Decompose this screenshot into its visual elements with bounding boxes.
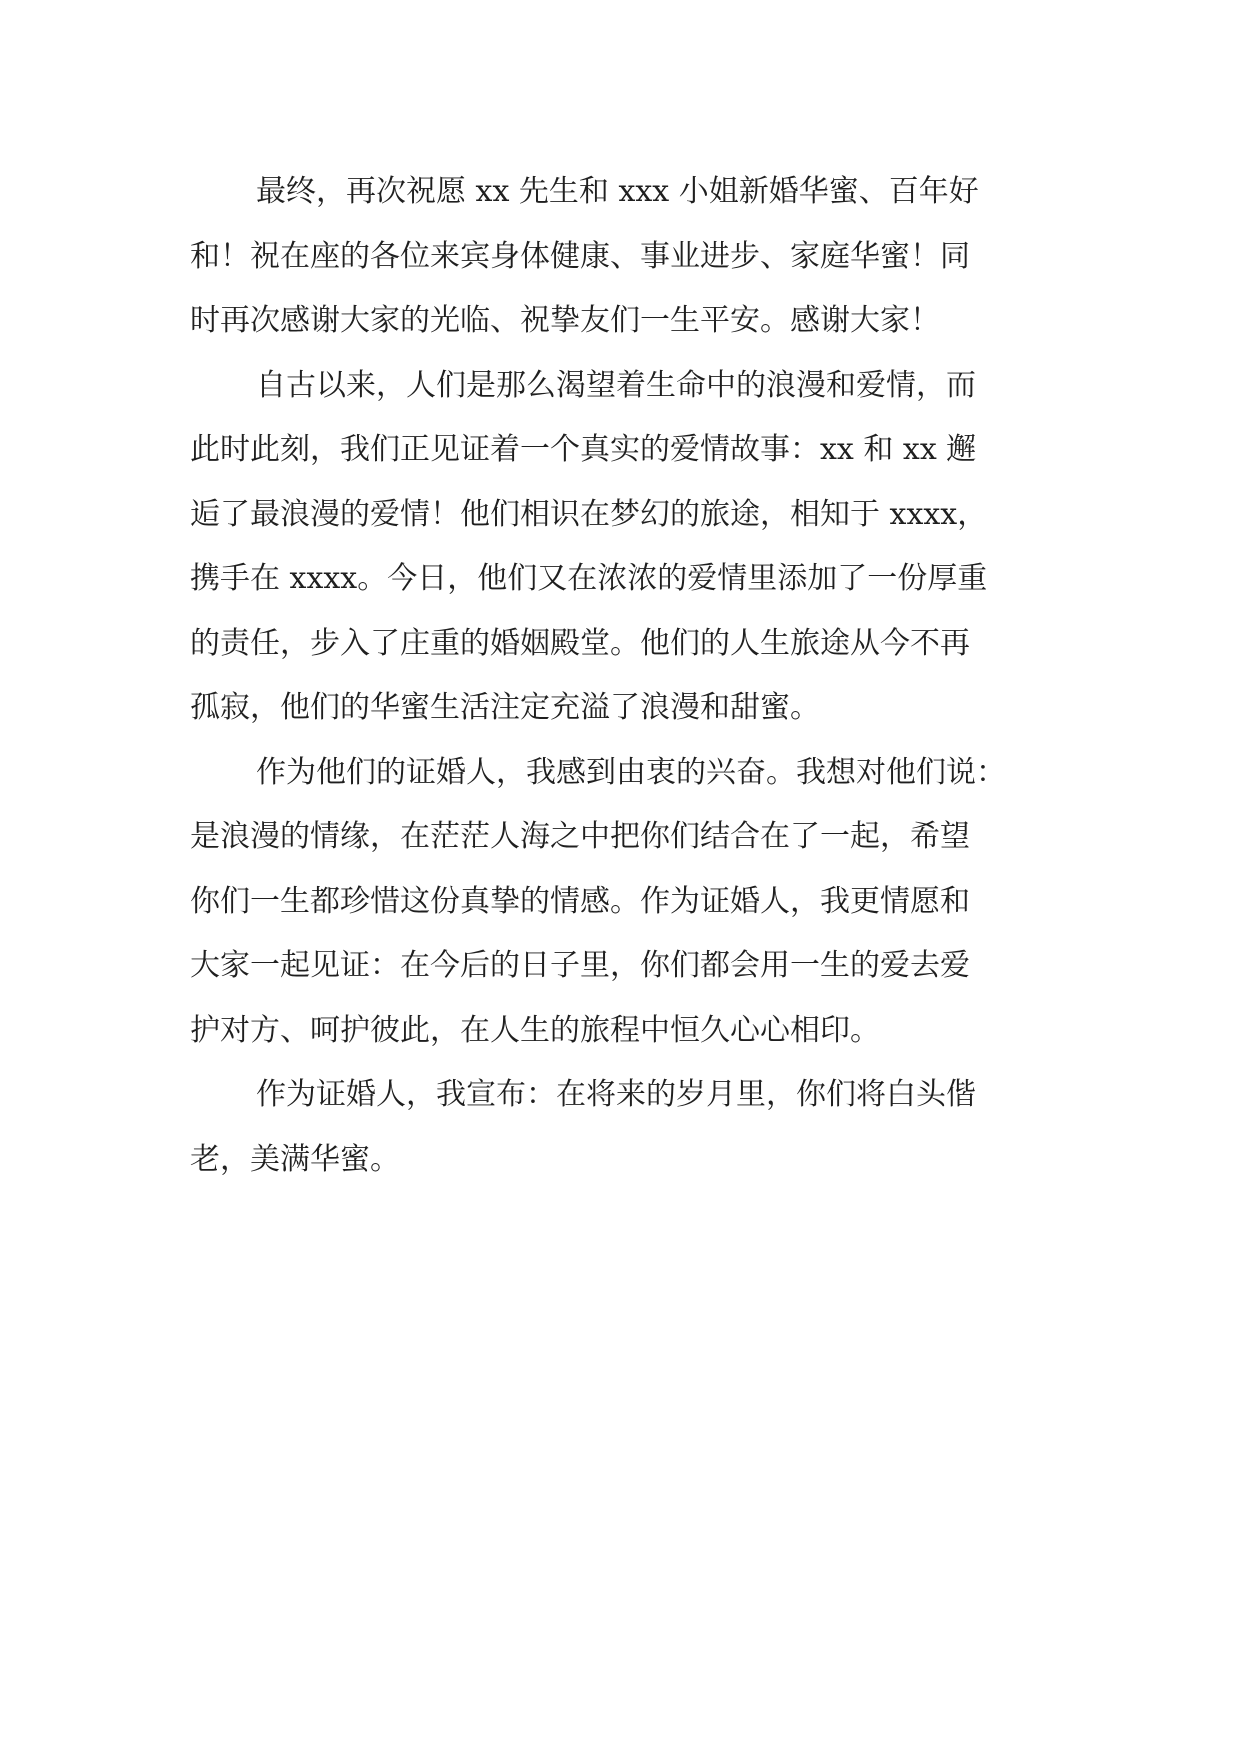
paragraph-line: 是浪漫的情缘，在茫茫人海之中把你们结合在了一起，希望 bbox=[190, 819, 970, 854]
paragraph-line: 老，美满华蜜。 bbox=[190, 1141, 400, 1177]
paragraph-line: 此时此刻，我们正见证着一个真实的爱情故事：xx 和 xx 邂 bbox=[190, 432, 977, 467]
paragraph-line: 逅了最浪漫的爱情！他们相识在梦幻的旅途，相知于 xxxx， bbox=[190, 496, 988, 532]
paragraph-line: 作为他们的证婚人，我感到由衷的兴奋。我想对他们说： bbox=[256, 754, 1006, 790]
paragraph-line: 护对方、呵护彼此，在人生的旅程中恒久心心相印。 bbox=[190, 1012, 880, 1048]
paragraph-line: 最终，再次祝愿 xx 先生和 xxx 小姐新婚华蜜、百年好 bbox=[256, 174, 979, 209]
paragraph-line: 携手在 xxxx。今日，他们又在浓浓的爱情里添加了一份厚重 bbox=[190, 561, 988, 596]
paragraph-line: 时再次感谢大家的光临、祝挚友们一生平安。感谢大家！ bbox=[190, 303, 940, 338]
paragraph-line: 作为证婚人，我宣布：在将来的岁月里，你们将白头偕 bbox=[256, 1077, 976, 1112]
paragraph-love-story bbox=[190, 354, 1050, 741]
paragraph-line: 的责任，步入了庄重的婚姻殿堂。他们的人生旅途从今不再 bbox=[190, 625, 970, 661]
paragraph-declaration bbox=[190, 1063, 1050, 1192]
paragraph-line: 和！祝在座的各位来宾身体健康、事业进步、家庭华蜜！同 bbox=[190, 238, 970, 274]
paragraph-line: 你们一生都珍惜这份真挚的情感。作为证婚人，我更情愿和 bbox=[190, 883, 970, 919]
paragraph-line: 大家一起见证：在今后的日子里，你们都会用一生的爱去爱 bbox=[190, 948, 970, 983]
document-body bbox=[190, 160, 1050, 1192]
paragraph-line: 孤寂，他们的华蜜生活注定充溢了浪漫和甜蜜。 bbox=[190, 690, 820, 725]
paragraph-closing-blessing bbox=[190, 160, 1050, 354]
paragraph-line: 自古以来，人们是那么渴望着生命中的浪漫和爱情，而 bbox=[256, 367, 976, 403]
paragraph-witness-speech bbox=[190, 741, 1050, 1064]
